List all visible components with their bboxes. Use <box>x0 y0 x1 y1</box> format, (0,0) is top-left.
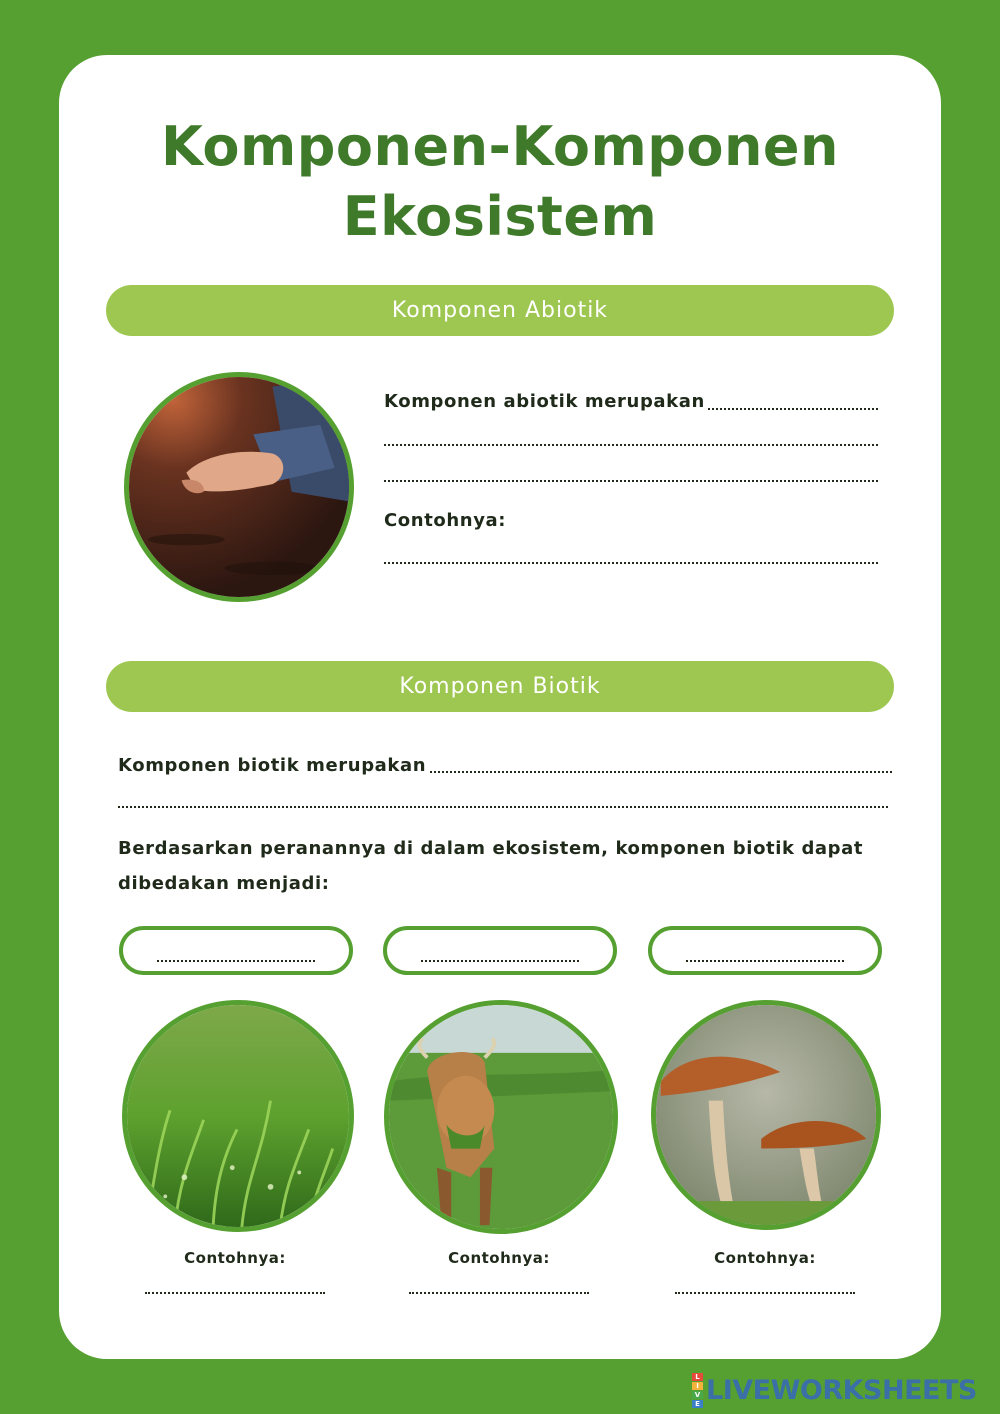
highland-cow-photo <box>384 1000 618 1234</box>
abiotic-example-blank[interactable] <box>384 562 878 564</box>
biotic-definition-blank-1[interactable] <box>430 771 892 773</box>
abiotic-example-label: Contohnya: <box>384 510 507 531</box>
abiotic-definition-blank-2[interactable] <box>384 444 878 446</box>
page-title: Komponen-Komponen Ekosistem <box>161 115 839 248</box>
liveworksheets-logo <box>692 1374 977 1406</box>
producer-caption: Contohnya: <box>184 1249 286 1267</box>
consumer-caption: Contohnya: <box>448 1249 550 1267</box>
producer-example-blank[interactable] <box>145 1292 325 1294</box>
mushrooms-photo <box>651 1000 881 1230</box>
biotic-role-text-line-2: dibedakan menjadi: <box>118 873 330 894</box>
abiotic-definition-blank-1[interactable] <box>708 408 878 410</box>
dewy-grass-photo <box>122 1000 354 1232</box>
biotic-role-answer-1[interactable] <box>119 926 353 975</box>
biotic-role-answer-2[interactable] <box>383 926 617 975</box>
decomposer-example-blank[interactable] <box>675 1292 855 1294</box>
abiotic-definition-label: Komponen abiotik merupakan <box>384 391 705 412</box>
biotic-definition-blank-2[interactable] <box>118 806 888 808</box>
liveworksheets-logo-text: LIVEWORKSHEETS <box>706 1374 977 1406</box>
hands-in-soil-photo <box>124 372 354 602</box>
biotic-section-header: Komponen Biotik <box>106 661 894 712</box>
abiotic-definition-blank-3[interactable] <box>384 480 878 482</box>
decomposer-caption: Contohnya: <box>714 1249 816 1267</box>
consumer-example-blank[interactable] <box>409 1292 589 1294</box>
biotic-role-text-line-1: Berdasarkan peranannya di dalam ekosistem, komponen biotik dapat <box>118 838 864 859</box>
biotic-definition-label: Komponen biotik merupakan <box>118 755 427 776</box>
biotic-role-answer-3[interactable] <box>648 926 882 975</box>
abiotic-section-header: Komponen Abiotik <box>106 285 894 336</box>
liveworksheets-logo-icon: L I V E <box>692 1372 703 1408</box>
